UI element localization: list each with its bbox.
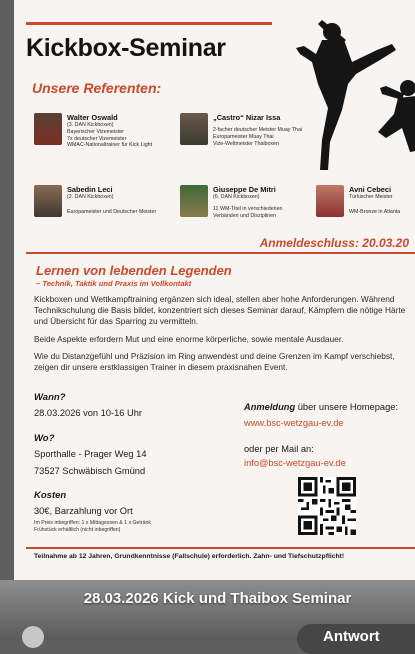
where-line-2: 73527 Schwäbisch Gmünd xyxy=(34,466,146,476)
where-label: Wo? xyxy=(34,433,55,444)
referent-detail: 7x deutscher Vizemeister xyxy=(67,135,127,142)
qr-code xyxy=(298,477,356,535)
intro-paragraph: Wie du Distanzgefühl und Präzision im Ring anwendest und deine Grenzen im Kampf verschiebst, zeigen dir unsere erstklassigen Trainer in diesem praxisnahen Event. xyxy=(34,351,395,372)
cost-label: Kosten xyxy=(34,490,67,501)
referent-detail: (2. DAN Kickboxen) xyxy=(67,194,114,200)
referent-detail: (6. DAN Kickboxen) xyxy=(213,194,260,200)
when-value: 28.03.2026 von 10-16 Uhr xyxy=(34,408,143,418)
referent-detail: (3. DAN Kickboxen) xyxy=(67,122,114,128)
referent-photo xyxy=(34,113,62,145)
referent-name: „Castro“ Nizar Issa xyxy=(213,113,281,122)
section-divider xyxy=(26,252,415,254)
referent-detail: Europameister und Deutscher Meister xyxy=(67,208,157,215)
section-subtitle: – Technik, Taktik und Praxis im Vollkontakt xyxy=(36,279,192,288)
when-label: Wann? xyxy=(34,392,66,403)
referent-photo xyxy=(34,185,62,217)
registration-url-link[interactable]: www.bsc-wetzgau-ev.de xyxy=(244,418,344,428)
mail-link[interactable]: info@bsc-wetzgau-ev.de xyxy=(244,458,346,468)
referent-detail: Vize-Weltmeister Thaiboxen xyxy=(213,140,279,147)
registration-label: Anmeldung xyxy=(244,402,296,412)
referent-detail: Verbänden und Disziplinen xyxy=(213,212,277,219)
referent-photo xyxy=(180,113,208,145)
bottom-accent-bar xyxy=(26,547,415,549)
emoji-icon[interactable] xyxy=(22,626,44,648)
fighters-silhouette xyxy=(282,10,415,180)
cost-note-2: Frühstück erhältlich (nicht inbegriffen) xyxy=(34,527,121,533)
registration-deadline: Anmeldeschluss: 20.03.20 xyxy=(259,236,409,250)
flyer-title: Kickbox-Seminar xyxy=(26,34,226,62)
registration-line xyxy=(244,402,398,412)
intro-paragraph: Beide Aspekte erfordern Mut und eine enorme körperliche, sowie mentale Ausdauer. xyxy=(34,334,344,344)
cost-value: 30€, Barzahlung vor Ort xyxy=(34,506,133,516)
reply-button[interactable] xyxy=(297,624,415,654)
referent-photo xyxy=(180,185,208,217)
referent-detail: Europameister Muay Thai xyxy=(213,133,274,140)
reply-label: Antwort xyxy=(323,628,380,645)
participation-note: Teilnahme ab 12 Jahren, Grundkenntnisse (Fallschule) erforderlich. Zahn- und Tiefschutzpflicht! xyxy=(34,553,345,560)
where-line-1: Sporthalle - Prager Weg 14 xyxy=(34,449,147,459)
referent-detail: WMAC-Nationaltrainer für Kick Light xyxy=(67,142,153,149)
top-accent-bar xyxy=(26,22,272,25)
registration-text: über unsere Homepage: xyxy=(295,402,398,412)
referent-detail: 2-facher deutscher Meister Muay Thai xyxy=(213,127,303,133)
referent-detail: Türkischer Meister xyxy=(349,194,393,200)
mail-label: oder per Mail an: xyxy=(244,444,314,454)
intro-paragraph: Kickboxen und Wettkampftraining ergänzen sich ideal, stellen aber hohe Anforderungen. Während Technikschulung die Basis bildet, konzentriert sich dieses Seminar darauf, Kämpfern die nötige Härte und Übersicht für das Sparring zu vermitteln. xyxy=(34,294,406,326)
referents-heading: Unsere Referenten: xyxy=(32,80,162,96)
referent-photo xyxy=(316,185,344,217)
seminar-flyer xyxy=(14,0,415,580)
referent-detail: 11 WM-Titel in verschiedenen xyxy=(213,205,283,212)
referent-name: Walter Oswald xyxy=(67,113,118,122)
referent-name: Sabedin Leci xyxy=(67,185,113,194)
referent-name: Avni Cebeci xyxy=(349,185,392,194)
section-title: Lernen von lebenden Legenden xyxy=(36,263,232,278)
referent-detail: WM-Bronze in Atlanta xyxy=(349,208,401,215)
story-caption: 28.03.2026 Kick und Thaibox Seminar xyxy=(83,590,352,607)
referent-detail: Bayerischer Vizemeister xyxy=(67,128,125,135)
referent-name: Giuseppe De Mitri xyxy=(213,185,276,194)
cost-note-1: Im Preis inbegriffen: 1 x Mittagessen & 1 x Getränk xyxy=(34,520,151,526)
